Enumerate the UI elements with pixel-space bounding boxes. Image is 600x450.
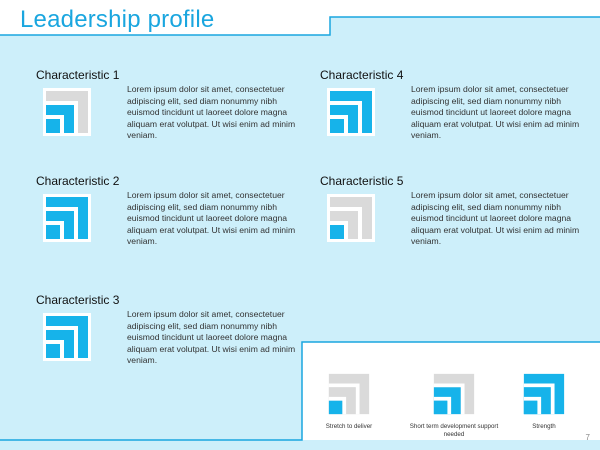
characteristic-description: Lorem ipsum dolor sit amet, consectetuer adipiscing elit, sed diam nonummy nibh euismod tincidunt ut laoreet dolore magna aliquam erat volutpat. Ut wisi enim ad minim veniam. — [127, 309, 296, 366]
characteristic-description: Lorem ipsum dolor sit amet, consectetuer adipiscing elit, sed diam nonummy nibh euismod tincidunt ut laoreet dolore magna aliquam erat volutpat. Ut wisi enim ad minim veniam. — [411, 190, 580, 247]
characteristic-heading: Characteristic 4 — [320, 68, 404, 82]
icon-inner-layer — [330, 119, 344, 133]
characteristic-4 — [320, 68, 590, 148]
page-title: Leadership profile — [20, 6, 215, 33]
characteristic-description: Lorem ipsum dolor sit amet, consectetuer adipiscing elit, sed diam nonummy nibh euismod tincidunt ut laoreet dolore magna aliquam erat volutpat. Ut wisi enim ad minim veniam. — [127, 84, 296, 141]
legend-item-stretch — [294, 371, 404, 431]
icon-inner-layer — [46, 119, 60, 133]
level-icon — [43, 88, 91, 136]
characteristic-heading: Characteristic 3 — [36, 293, 120, 307]
strength-level-icon — [521, 371, 567, 417]
characteristic-heading: Characteristic 5 — [320, 174, 404, 188]
stretch-level-icon — [326, 371, 372, 417]
characteristic-description: Lorem ipsum dolor sit amet, consectetuer adipiscing elit, sed diam nonummy nibh euismod tincidunt ut laoreet dolore magna aliquam erat volutpat. Ut wisi enim ad minim veniam. — [411, 84, 580, 141]
characteristic-heading: Characteristic 2 — [36, 174, 120, 188]
legend-item-strength — [489, 371, 599, 431]
characteristic-5 — [320, 174, 590, 254]
legend-label: Stretch to deliver — [325, 423, 373, 430]
level-icon — [43, 194, 91, 242]
level-icon — [327, 194, 375, 242]
icon-inner-layer — [46, 225, 60, 239]
development-level-icon — [431, 371, 477, 417]
legend-label: Strength — [532, 423, 556, 430]
level-icon — [327, 88, 375, 136]
characteristic-3 — [36, 293, 306, 373]
page-number: 7 — [585, 433, 590, 442]
icon-inner-layer — [330, 225, 344, 239]
icon-inner-layer — [434, 401, 447, 414]
characteristic-description: Lorem ipsum dolor sit amet, consectetuer adipiscing elit, sed diam nonummy nibh euismod tincidunt ut laoreet dolore magna aliquam erat volutpat. Ut wisi enim ad minim veniam. — [127, 190, 296, 247]
characteristic-2 — [36, 174, 306, 254]
characteristic-1 — [36, 68, 306, 148]
level-icon — [43, 313, 91, 361]
icon-inner-layer — [524, 401, 537, 414]
icon-inner-layer — [46, 344, 60, 358]
legend-label: Short term development support needed — [409, 423, 499, 438]
icon-inner-layer — [329, 401, 342, 414]
characteristic-heading: Characteristic 1 — [36, 68, 120, 82]
